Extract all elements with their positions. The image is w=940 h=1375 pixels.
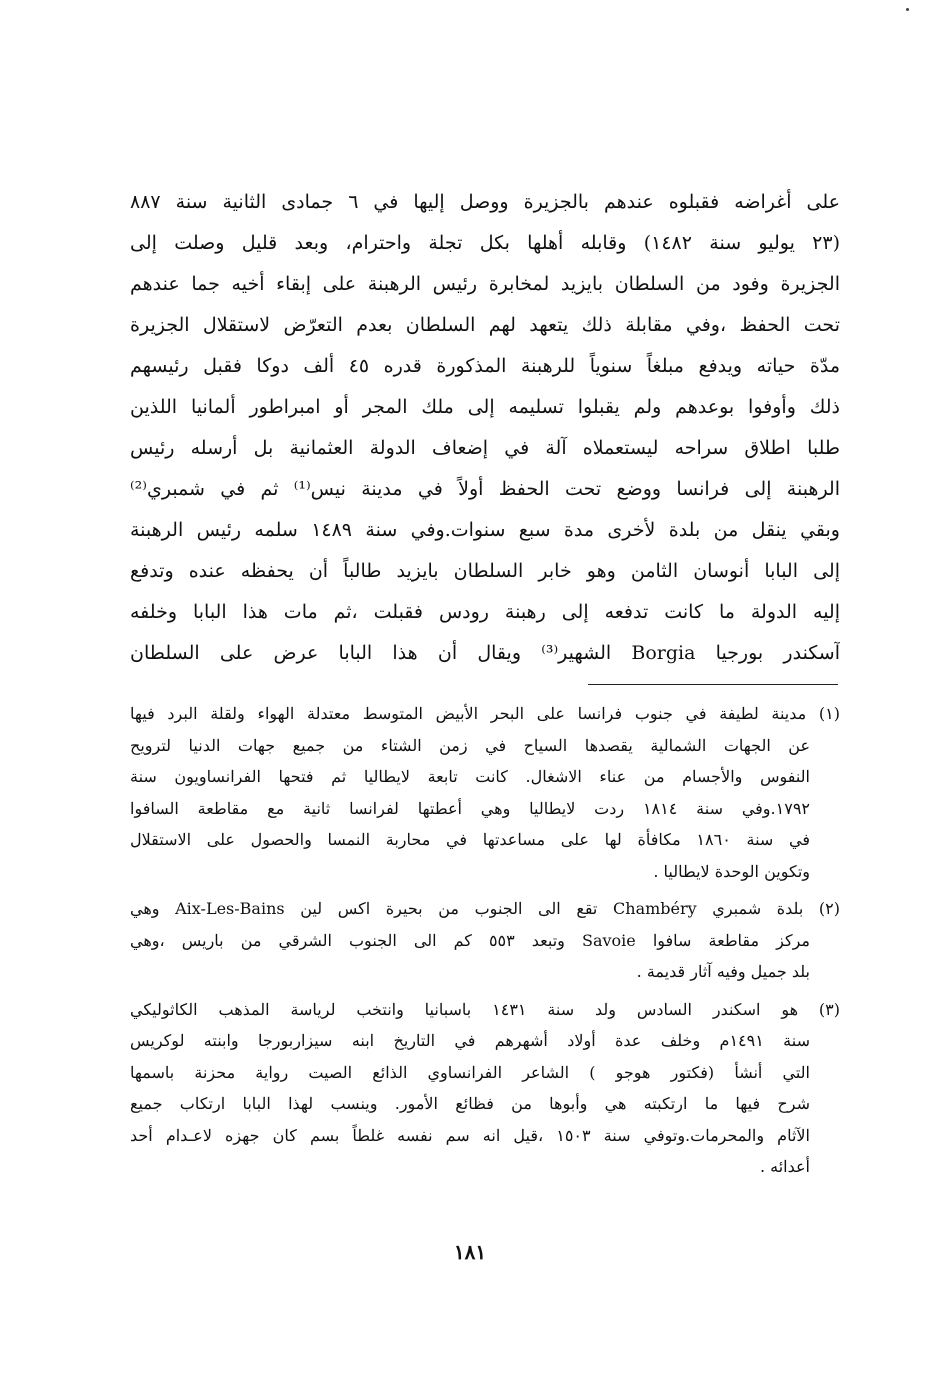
- footnote-line: سنة ١٤٩١م وخلف عدة أولاد أشهرهم في التاريخ ابنه سيزاربورجا وابنته لوكريس: [130, 1031, 810, 1050]
- footnote-1: [130, 698, 840, 887]
- footnote-line: الآثام والمحرمات.وتوفي سنة ١٥٠٣ ،قيل انه سم نفسه غلطاً بسم كان جهزه لاعـدام أحد: [130, 1125, 810, 1145]
- footnote-2: [130, 893, 840, 988]
- body-line: وبقي ينقل من بلدة لأخرى مدة سبع سنوات.وفي سنة ١٤٨٩ سلمه رئيس الرهبنة: [130, 519, 840, 541]
- footnote-line: عن الجهات الشمالية يقصدها السياح في زمن الشتاء من جميع جهات الدنيا لترويح: [130, 735, 810, 755]
- body-line: إلى البابا أنوسان الثامن وهو خابر السلطان بايزيد طالباً أن يحفظه عنده وتدفع: [130, 560, 840, 582]
- footnote-line: شرح فيها ما ارتكبته هي وأبوها من فظائع الأمور. وينسب لهذا البابا ارتكاب جميع: [130, 1094, 810, 1113]
- footnote-3: [130, 994, 840, 1183]
- body-line: الرهبنة إلى فرانسا ووضع تحت الحفظ أولاً في مدينة نيس⁽¹⁾ ثم في شمبري⁽²⁾: [130, 478, 840, 500]
- footnote-line: أعدائه .: [759, 1157, 810, 1176]
- body-line: الجزيرة وفود من السلطان بايزيد لمخابرة رئيس الرهبنة على إبقاء أخيه جما عندهم: [130, 273, 840, 295]
- main-text: [130, 182, 840, 674]
- body-line: (٢٣ يوليو سنة ١٤٨٢) وقابله أهلها بكل تجلة واحترام، وبعد قليل وصلت إلى: [130, 232, 840, 254]
- body-line: على أغراضه فقبلوه عندهم بالجزيرة ووصل إليها في ٦ جمادى الثانية سنة ٨٨٧: [130, 191, 840, 213]
- body-line: طلبا اطلاق سراحه ليستعملاه آلة في إضعاف الدولة العثمانية بل أرسله رئيس: [130, 437, 840, 459]
- scan-speck: [906, 8, 909, 11]
- body-line: إليه الدولة ما كانت تدفعه إلى رهبنة رودس فقبلت ،ثم مات هذا البابا وخلفه: [130, 601, 840, 623]
- footnote-line: وتكوين الوحدة لايطاليا .: [653, 861, 810, 881]
- footnote-line: في سنة ١٨٦٠ مكافأة لها على مساعدتها في محاربة النمسا والحصول على الاستقلال: [130, 830, 811, 849]
- footnote-line: (٣) هو اسكندر السادس ولد سنة ١٤٣١ باسبانيا وانتخب لرياسة المذهب الكاثوليكي: [130, 999, 840, 1019]
- footnote-line: بلد جميل وفيه آثار قديمة .: [636, 962, 810, 981]
- page-number: ١٨١: [453, 1240, 487, 1264]
- body-line: ذلك وأوفوا بوعدهم ولم يقبلوا تسليمه إلى ملك المجر أو امبراطور ألمانيا اللذين: [130, 396, 840, 418]
- body-line: تحت الحفظ ،وفي مقابلة ذلك يتعهد لهم السلطان بعدم التعرّض لاستقلال الجزيرة: [130, 314, 840, 336]
- footnote-line: النفوس والأجسام من عناء الاشغال. كانت تابعة لايطاليا ثم فتحها الفرانساويون سنة: [130, 767, 810, 786]
- footnote-line: مركز مقاطعة سافوا Savoie وتبعد ٥٥٣ كم الى الجنوب الشرقي من باريس ،وهي: [130, 930, 811, 950]
- footnote-line: ١٧٩٢.وفي سنة ١٨١٤ ردت لايطاليا وهي أعطتها لفرانسا ثانية مع مقاطعة السافوا: [130, 798, 810, 818]
- footnote-line: (٢) بلدة شمبري Chambéry تقع الى الجنوب من بحيرة اكس لين Aix-Les-Bains وهي: [130, 899, 840, 918]
- footnote-line: التي أنشأ (فكتور هوجو ) الشاعر الفرانساوي الذائع الصيت رواية محزنة باسمها: [130, 1062, 810, 1082]
- body-line: مدّة حياته ويدفع مبلغاً سنوياً للرهبنة المذكورة قدره ٤٥ ألف دوكا فقبل رئيسهم: [130, 355, 840, 377]
- footnotes: [130, 698, 840, 1183]
- footnote-divider: [588, 684, 838, 685]
- footnote-line: (١) مدينة لطيفة في جنوب فرانسا على البحر الأبيض المتوسط معتدلة الهواء ولقلة البرد فيها: [130, 704, 840, 723]
- body-line: آسكندر بورجيا Borgia الشهير⁽³⁾ ويقال أن هذا البابا عرض على السلطان: [130, 642, 840, 664]
